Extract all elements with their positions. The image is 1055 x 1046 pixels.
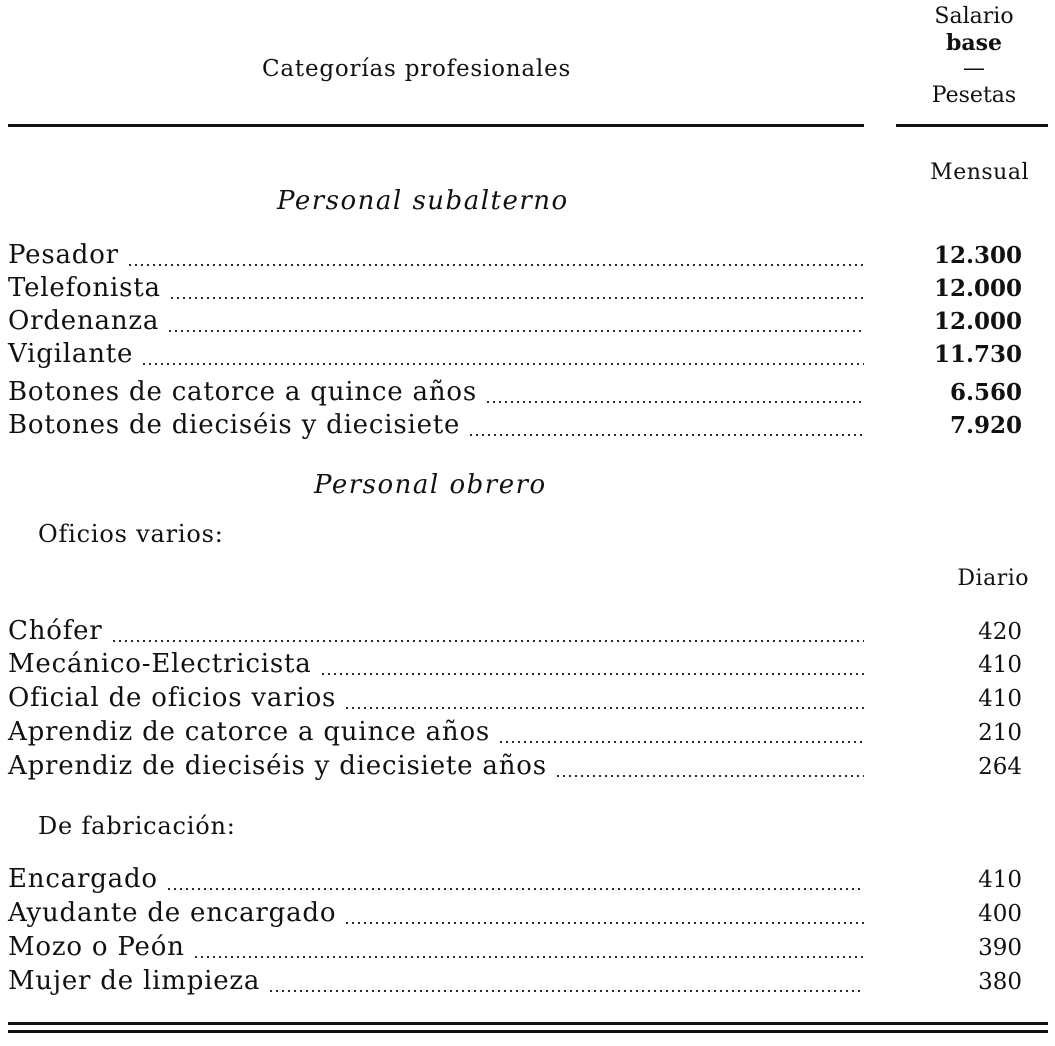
table-row <box>8 306 864 336</box>
header-rule-right <box>896 124 1048 127</box>
leader-dots <box>344 922 864 924</box>
row-value: 11.730 <box>933 341 1022 368</box>
row-value: 12.300 <box>933 242 1022 269</box>
row-label: Mozo o Peón <box>8 932 185 962</box>
row-value: 12.000 <box>933 275 1022 302</box>
row-label: Telefonista <box>8 273 161 303</box>
row-label: Chófer <box>8 616 103 646</box>
row-label: Encargado <box>8 864 158 894</box>
leader-dots <box>169 297 864 299</box>
table-row <box>8 649 864 679</box>
row-label: Aprendiz de dieciséis y diecisiete años <box>8 751 547 781</box>
table-row <box>8 410 864 440</box>
row-label: Aprendiz de catorce a quince años <box>8 717 491 747</box>
leader-dots <box>268 990 864 992</box>
row-label: Botones de dieciséis y diecisiete <box>8 410 461 440</box>
table-row <box>8 683 864 713</box>
subsection-oficios-varios: Oficios varios: <box>38 520 224 548</box>
row-value: 380 <box>978 969 1022 995</box>
row-value: 410 <box>978 652 1022 678</box>
subsection-fabricacion: De fabricación: <box>38 812 236 840</box>
column-header-categories: Categorías profesionales <box>262 56 572 82</box>
leader-dots <box>320 673 864 675</box>
footer-rule-top <box>8 1022 1048 1025</box>
column-header-salary-line-1: Salario <box>934 4 1014 29</box>
table-row <box>8 898 864 928</box>
table-row <box>8 717 864 747</box>
row-label: Oficial de oficios varios <box>8 683 337 713</box>
row-value: 7.920 <box>949 412 1022 439</box>
table-row <box>8 339 864 369</box>
table-row <box>8 616 864 646</box>
unit-label-monthly: Mensual <box>930 160 1029 185</box>
leader-dots <box>555 775 864 777</box>
row-label: Ordenanza <box>8 306 160 336</box>
row-value: 410 <box>978 686 1022 712</box>
row-label: Mujer de limpieza <box>8 966 261 996</box>
table-row <box>8 932 864 962</box>
column-header-salary-line-3: — <box>963 56 985 81</box>
table-row <box>8 240 864 270</box>
row-value: 6.560 <box>949 379 1022 406</box>
section-title-obrero: Personal obrero <box>314 470 547 500</box>
unit-label-daily: Diario <box>957 566 1029 591</box>
row-label: Mecánico-Electricista <box>8 649 312 679</box>
table-row <box>8 751 864 781</box>
row-label: Vigilante <box>8 339 134 369</box>
leader-dots <box>167 330 864 332</box>
table-row <box>8 273 864 303</box>
table-row <box>8 966 864 996</box>
table-row <box>8 377 864 407</box>
column-header-salary-line-2: base <box>945 30 1003 56</box>
leader-dots <box>498 741 864 743</box>
row-value: 410 <box>978 867 1022 893</box>
section-title-subalterno: Personal subalterno <box>277 186 569 216</box>
footer-rule-bottom <box>8 1030 1048 1033</box>
leader-dots <box>193 956 864 958</box>
leader-dots <box>468 434 864 436</box>
row-value: 420 <box>978 619 1022 645</box>
table-row <box>8 864 864 894</box>
row-label: Botones de catorce a quince años <box>8 377 477 407</box>
row-label: Ayudante de encargado <box>8 898 337 928</box>
leader-dots <box>141 363 864 365</box>
leader-dots <box>111 640 864 642</box>
row-value: 264 <box>978 754 1022 780</box>
leader-dots <box>127 264 864 266</box>
row-value: 390 <box>978 935 1022 961</box>
row-value: 210 <box>978 720 1022 746</box>
leader-dots <box>485 401 864 403</box>
row-label: Pesador <box>8 240 119 270</box>
header-rule-left <box>8 124 864 127</box>
leader-dots <box>344 707 864 709</box>
row-value: 400 <box>978 901 1022 927</box>
row-value: 12.000 <box>933 308 1022 335</box>
column-header-salary-line-4: Pesetas <box>931 83 1017 108</box>
leader-dots <box>166 888 864 890</box>
